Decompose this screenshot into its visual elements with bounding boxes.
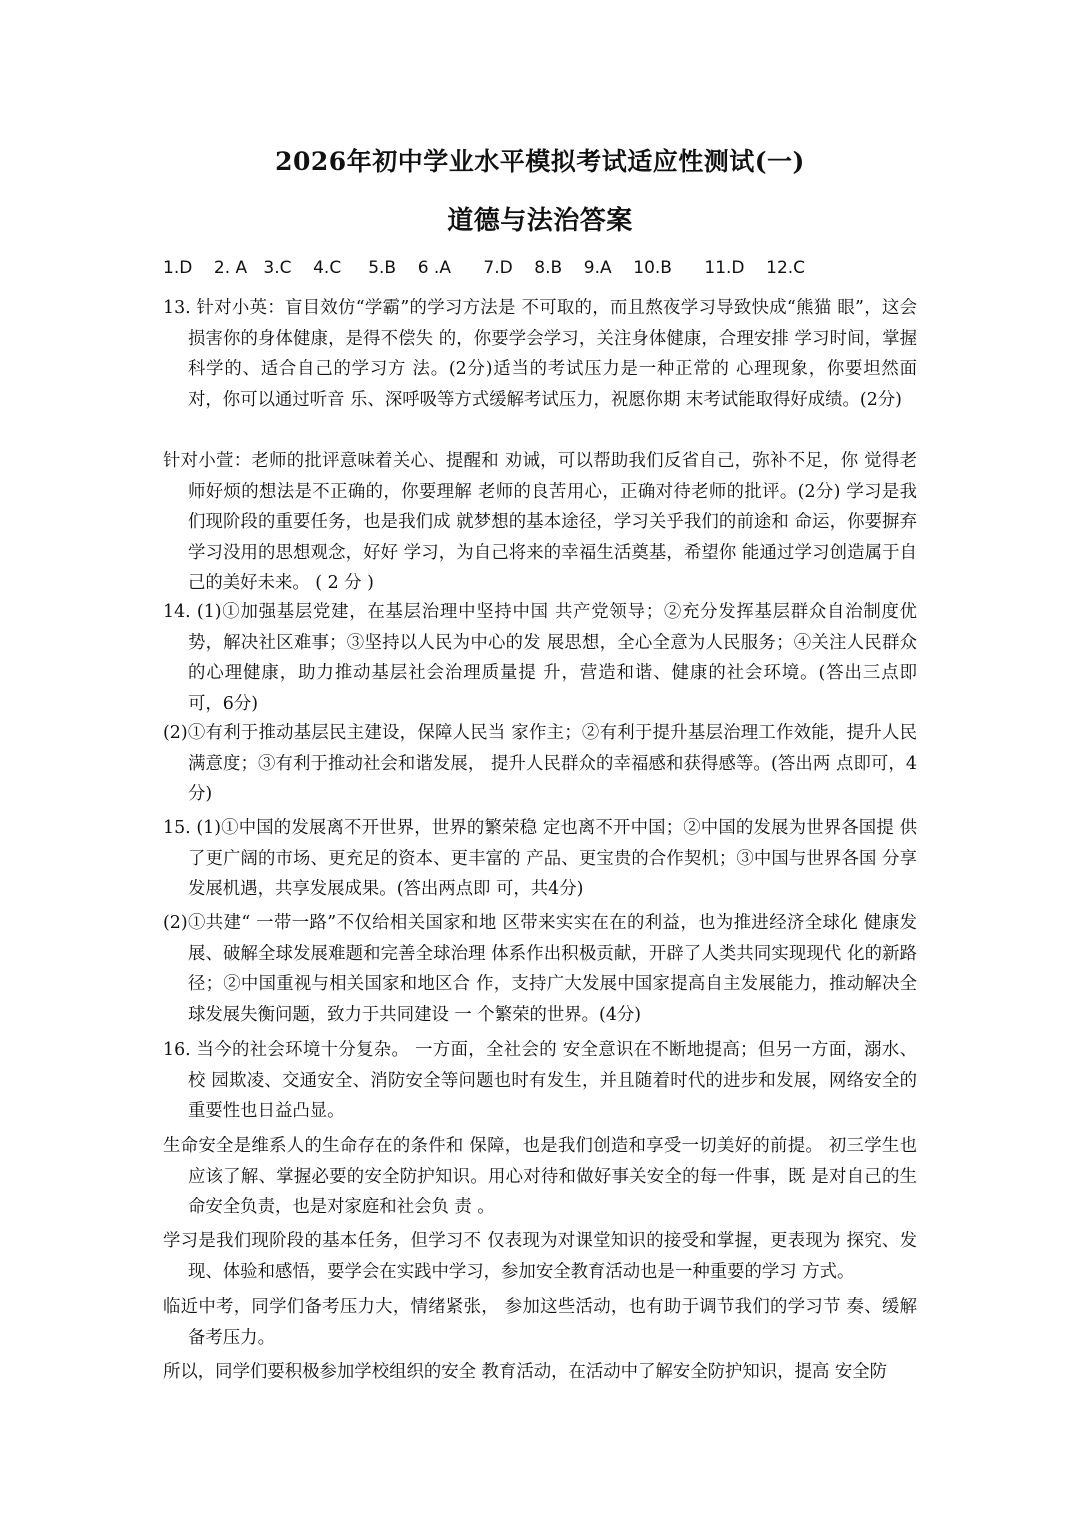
answer-13-xiaoying: 13. 针对小英：盲目效仿“学霸”的学习方法是 不可取的，而且熬夜学习导致快成“熊猫 眼”，这会损害你的身体健康，是得不偿失 的，你要学会学习，关注身体健康，合理安排 学习时间，掌握科学的、适合自己的学习方 法。(2分)适当的考试压力是一种正常的 心理现象，你要坦然面对，你可以通过听音 乐、深呼吸等方式缓解考试压力，祝愿你期 末考试能取得好成绩。(2分) — [163, 298, 917, 410]
answer-14-part1: 14. (1)①加强基层党建，在基层治理中坚持中国 共产党领导；②充分发挥基层群众自治制度优势，解决社区难事；③坚持以人民为中心的发 展思想，全心全意为人民服务；④关注人民群众的心理健康，助力推动基层社会治理质量提 升，营造和谐、健康的社会环境。(答出三点即 可，6分) — [163, 602, 917, 714]
answer-15-part1: 15. (1)①中国的发展离不开世界，世界的繁荣稳 定也离不开中国；②中国的发展为世界各国提 供了更广阔的市场、更充足的资本、更丰富的 产品、更宝贵的合作契机；③中国与世界各国 分享发展机遇，共享发展成果。(答出两点即 可，共4分) — [163, 818, 917, 899]
answer-16-life-safety: 生命安全是维系人的生命存在的条件和 保障，也是我们创造和享受一切美好的前提。 初三学生也应该了解、掌握必要的安全防护知识。用心对待和做好事关安全的每一件事，既 是对自己的生命安全负责，也是对家庭和社会负 责 。 — [163, 1136, 917, 1217]
answer-13-xiaoxuan: 针对小萱：老师的批评意味着关心、提醒和 劝诫，可以帮助我们反省自己，弥补不足，你 觉得老师好烦的想法是不正确的，你要理解 老师的良苦用心，正确对待老师的批评。(2分) 学习是我们现阶段的重要任务，也是我们成 就梦想的基本途径，学习关乎我们的前途和 命运，你要摒弃学习没用的思想观念，好好 学习，为自己将来的幸福生活奠基，希望你 能通过学习创造属于自己的美好未来。 ( 2 分 ) — [163, 451, 917, 593]
exam-title: 2026年初中学业水平模拟考试适应性测试(一) — [275, 147, 805, 176]
answer-15-part2: (2)①共建“ 一带一路”不仅给相关国家和地 区带来实实在在的利益，也为推进经济全球化 健康发展、破解全球发展难题和完善全球治理 体系作出积极贡献，开辟了人类共同实现现代 化的新路径；②中国重视与相关国家和地区合 作，支持广大发展中国家提高自主发展能力，推动解决全球发展失衡问题，致力于共同建设 一 个繁荣的世界。(4分) — [163, 913, 917, 1025]
answer-16-intro: 16. 当今的社会环境十分复杂。 一方面，全社会的 安全意识在不断地提高；但另一方面，溺水、校 园欺凌、交通安全、消防安全等问题也时有发生，并且随着时代的进步和发展，网络安全的 重要性也日益凸显。 — [163, 1040, 917, 1121]
answer-16-exam-pressure: 临近中考，同学们备考压力大，情绪紧张， 参加这些活动，也有助于调节我们的学习节 奏、缓解备考压力。 — [163, 1297, 917, 1348]
answer-16-learning: 学习是我们现阶段的基本任务，但学习不 仅表现为对课堂知识的接受和掌握，更表现为 探究、发现、体验和感悟，要学会在实践中学习，参加安全教育活动也是一种重要的学习 方式。 — [163, 1231, 917, 1282]
choice-answers-line: 1.D 2. A 3.C 4.C 5.B 6 .A 7.D 8.B 9.A 10.B 11.D 12.C — [163, 258, 806, 278]
answer-subtitle: 道德与法治答案 — [447, 206, 633, 236]
answer-16-conclusion: 所以，同学们要积极参加学校组织的安全 教育活动，在活动中了解安全防护知识，提高 安全防 — [163, 1362, 888, 1382]
answer-14-part2: (2)①有利于推动基层民主建设，保障人民当 家作主；②有利于提升基层治理工作效能，提升人民满意度；③有利于推动社会和谐发展， 提升人民群众的幸福感和获得感等。(答出两 点即可，4分) — [163, 723, 917, 804]
